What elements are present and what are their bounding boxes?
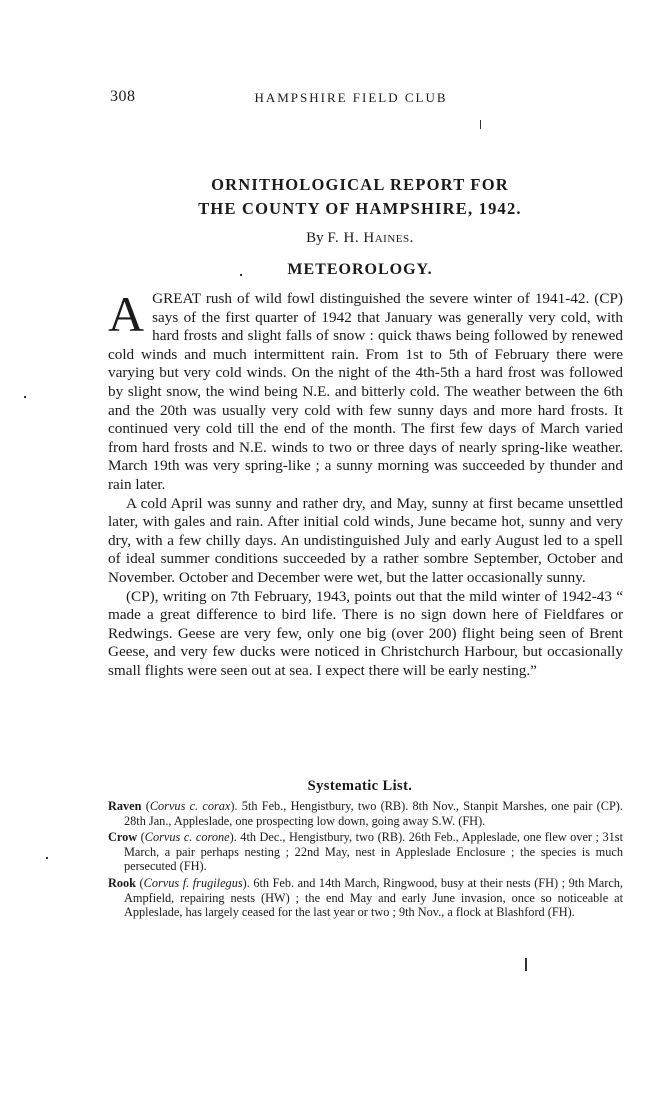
species-name: Raven: [108, 799, 142, 813]
author-name: F. H. Haines.: [327, 230, 414, 246]
latin-name: Corvus c. corone: [144, 830, 230, 845]
meteorology-text: [108, 286, 623, 680]
entry-text: . 6th Feb. and 14th March, Ringwood, busy at their nests (FH) ; 9th March, Ampfield, repairing nests (HW) ; the end May and early June invasion, once so noticeable at Appleslade, has largely ceased for the last year or two ; 9th Nov., a flock at Blashford (FH).: [124, 875, 624, 920]
scan-speck: [525, 958, 527, 971]
scan-speck: [240, 274, 242, 276]
list-entry-raven: Raven (Corvus c. corax). 5th Feb., Hengistbury, two (RB). 8th Nov., Stanpit Marshes, one pair (CP). 28th Jan., Appleslade, one prospecting low down, going away S.W. (FH).: [108, 799, 623, 828]
byline: [90, 230, 630, 247]
list-entry-rook: Rook (Corvus f. frugilegus). 6th Feb. and 14th March, Ringwood, busy at their nests (FH) ; 9th March, Ampfield, repairing nests (HW) ; the end May and early June invasion, once so noticeable at Appleslade, has largely ceased for the last year or two ; 9th Nov., a flock at Blashford (FH).: [108, 875, 624, 920]
entry-text: . 4th Dec., Hengistbury, two (RB). 26th Feb., Appleslade, one flew over ; 31st March, a pair perhaps nesting ; 22nd May, nest in Appleslade Enclosure ; the species is much persecuted (FH).: [124, 830, 623, 874]
entry-text: . 5th Feb., Hengistbury, two (RB). 8th Nov., Stanpit Marshes, one pair (CP). 28th Jan., Appleslade, one prospecting low down, going away S.W. (FH).: [124, 799, 623, 828]
species-name: Rook: [108, 875, 137, 890]
running-head: HAMPSHIRE FIELD CLUB: [254, 90, 448, 105]
paragraph-1-text: GREAT rush of wild fowl distinguished the severe winter of 1941-42. (CP) says of the first quarter of 1942 that January was generally very cold, with hard frosts and slight falls of snow : quick thaws being followed by renewed cold winds and much intermittent rain. From 1st to 5th of February there were varying but very cold winds. On the night of the 4th-5th a hard frost was followed by slight snow, the wind being N.E. and bitterly cold. The weather between the 6th and the 20th was usually very cold with few sunny days and more hard frosts. It continued very cold till the end of the month. The first few days of March varied from hard frosts and N.E. winds to two or three days of nearly spring-like weather. March 19th was very spring-like ; a sunny morning was succeeded by thunder and rain later.: [108, 290, 623, 493]
scan-speck: [46, 857, 48, 859]
title-line-1: ORNITHOLOGICAL REPORT FOR: [211, 175, 509, 194]
latin-name: Corvus c. corax: [149, 799, 231, 813]
systematic-list-heading: Systematic List.: [307, 778, 413, 794]
scan-speck: [480, 120, 481, 129]
species-name: Crow: [108, 830, 138, 845]
paragraph-3: (CP), writing on 7th February, 1943, points out that the mild winter of 1942-43 “ made a great difference to bird life. There is no sign down here of Fieldfares or Redwings. Geese are very few, only one big (over 200) flight being seen of Brent Geese, and very few ducks were noticed in Christchurch Harbour, but occasionally small flights were seen out at sea. I expect there will be early nesting.”: [108, 587, 623, 679]
paragraph-2: A cold April was sunny and rather dry, and May, sunny at first became unsettled later, with gales and rain. After initial cold winds, June became hot, sunny and very dry, with a few chilly days. An undistinguished July and early August led to a spell of ideal summer conditions succeeded by a rather sombre September, October and November. October and December were wet, but the latter occasionally sunny.: [108, 494, 623, 586]
list-entry-crow: Crow (Corvus c. corone). 4th Dec., Hengistbury, two (RB). 26th Feb., Appleslade, one flew over ; 31st March, a pair perhaps nesting ; 22nd May, nest in Appleslade Enclosure ; the species is much persecuted (FH).: [108, 830, 623, 874]
paragraph-1: [108, 286, 623, 495]
title-line-2: THE COUNTY OF HAMPSHIRE, 1942.: [198, 199, 522, 218]
drop-cap: A: [108, 286, 145, 342]
article-title: [90, 173, 630, 221]
latin-name: Corvus f. frugilegus: [143, 875, 243, 890]
byline-prefix: By: [306, 230, 324, 246]
systematic-list: [108, 799, 623, 922]
page-number: 308: [110, 88, 136, 105]
scan-speck: [24, 396, 26, 398]
meteorology-heading: METEOROLOGY.: [287, 261, 433, 278]
